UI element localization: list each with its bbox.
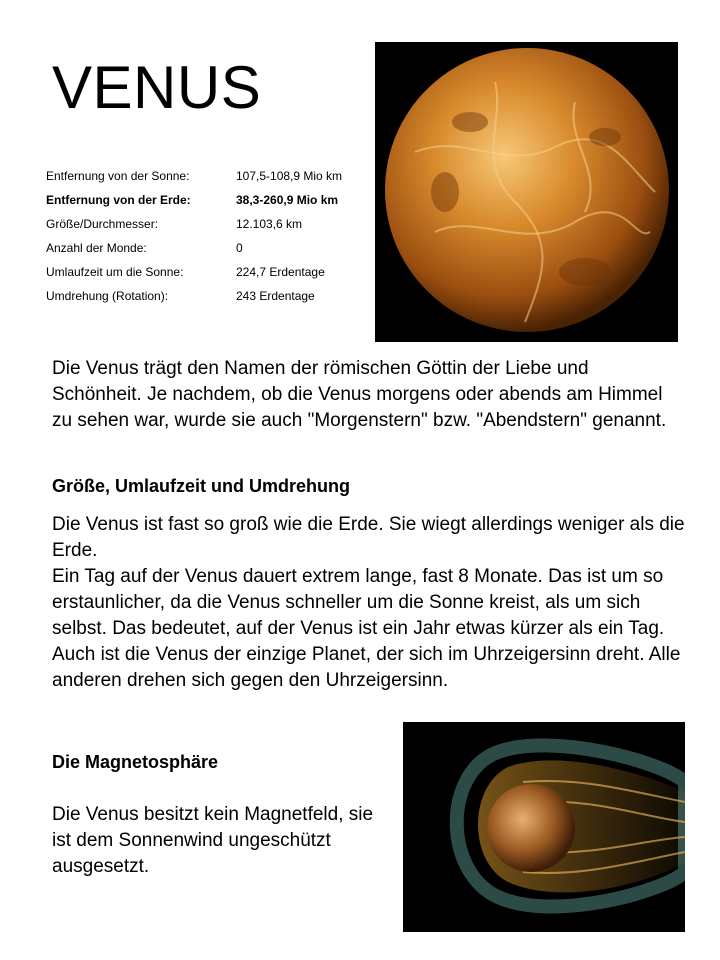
facts-table (46, 164, 366, 308)
fact-value: 224,7 Erdentage (236, 265, 325, 279)
fact-label: Umdrehung (Rotation): (46, 289, 169, 303)
magnetosphere-image (403, 722, 685, 932)
fact-value: 107,5-108,9 Mio km (236, 169, 343, 183)
size-paragraph-2: Ein Tag auf der Venus dauert extrem lange, fast 8 Monate. Das ist um so erstaunlicher, da die Venus schneller um die Sonne kreist, als um sich selbst. Das bedeutet, auf der Venus ist ein Jahr etwas kürzer als ein Tag. Auch ist die Venus der einzige Planet, der sich im Uhrzeigersinn dreht. Alle anderen drehen sich gegen den Uhrzeigersinn. (52, 566, 681, 691)
fact-row (46, 212, 366, 236)
fact-row (46, 188, 366, 212)
fact-label: Größe/Durchmesser: (46, 217, 159, 231)
fact-value: 0 (236, 241, 243, 255)
page-title: VENUS (52, 54, 262, 121)
size-section-text (52, 512, 687, 694)
fact-row (46, 260, 366, 284)
fact-value: 38,3-260,9 Mio km (236, 193, 339, 207)
magnetosphere-heading: Die Magnetosphäre (52, 752, 219, 772)
fact-value: 243 Erdentage (236, 289, 315, 303)
fact-label: Anzahl der Monde: (46, 241, 147, 255)
fact-label: Entfernung von der Erde: (46, 193, 191, 207)
fact-row (46, 236, 366, 260)
fact-label: Entfernung von der Sonne: (46, 169, 190, 183)
fact-row (46, 284, 366, 308)
fact-row (46, 164, 366, 188)
intro-paragraph: Die Venus trägt den Namen der römischen Göttin der Liebe und Schönheit. Je nachdem, ob die Venus morgens oder abends am Himmel zu sehen war, wurde sie auch "Morgenstern" bzw. "Abendstern" genannt. (52, 358, 667, 431)
fact-value: 12.103,6 km (236, 217, 303, 231)
size-section-heading: Größe, Umlaufzeit und Umdrehung (52, 476, 351, 496)
magnetosphere-text: Die Venus besitzt kein Magnetfeld, sie ist dem Sonnenwind ungeschützt ausgesetzt. (52, 804, 374, 877)
venus-planet-image (375, 42, 678, 342)
fact-label: Umlaufzeit um die Sonne: (46, 265, 184, 279)
size-paragraph-1: Die Venus ist fast so groß wie die Erde. Sie wiegt allerdings weniger als die Erde. (52, 514, 685, 561)
